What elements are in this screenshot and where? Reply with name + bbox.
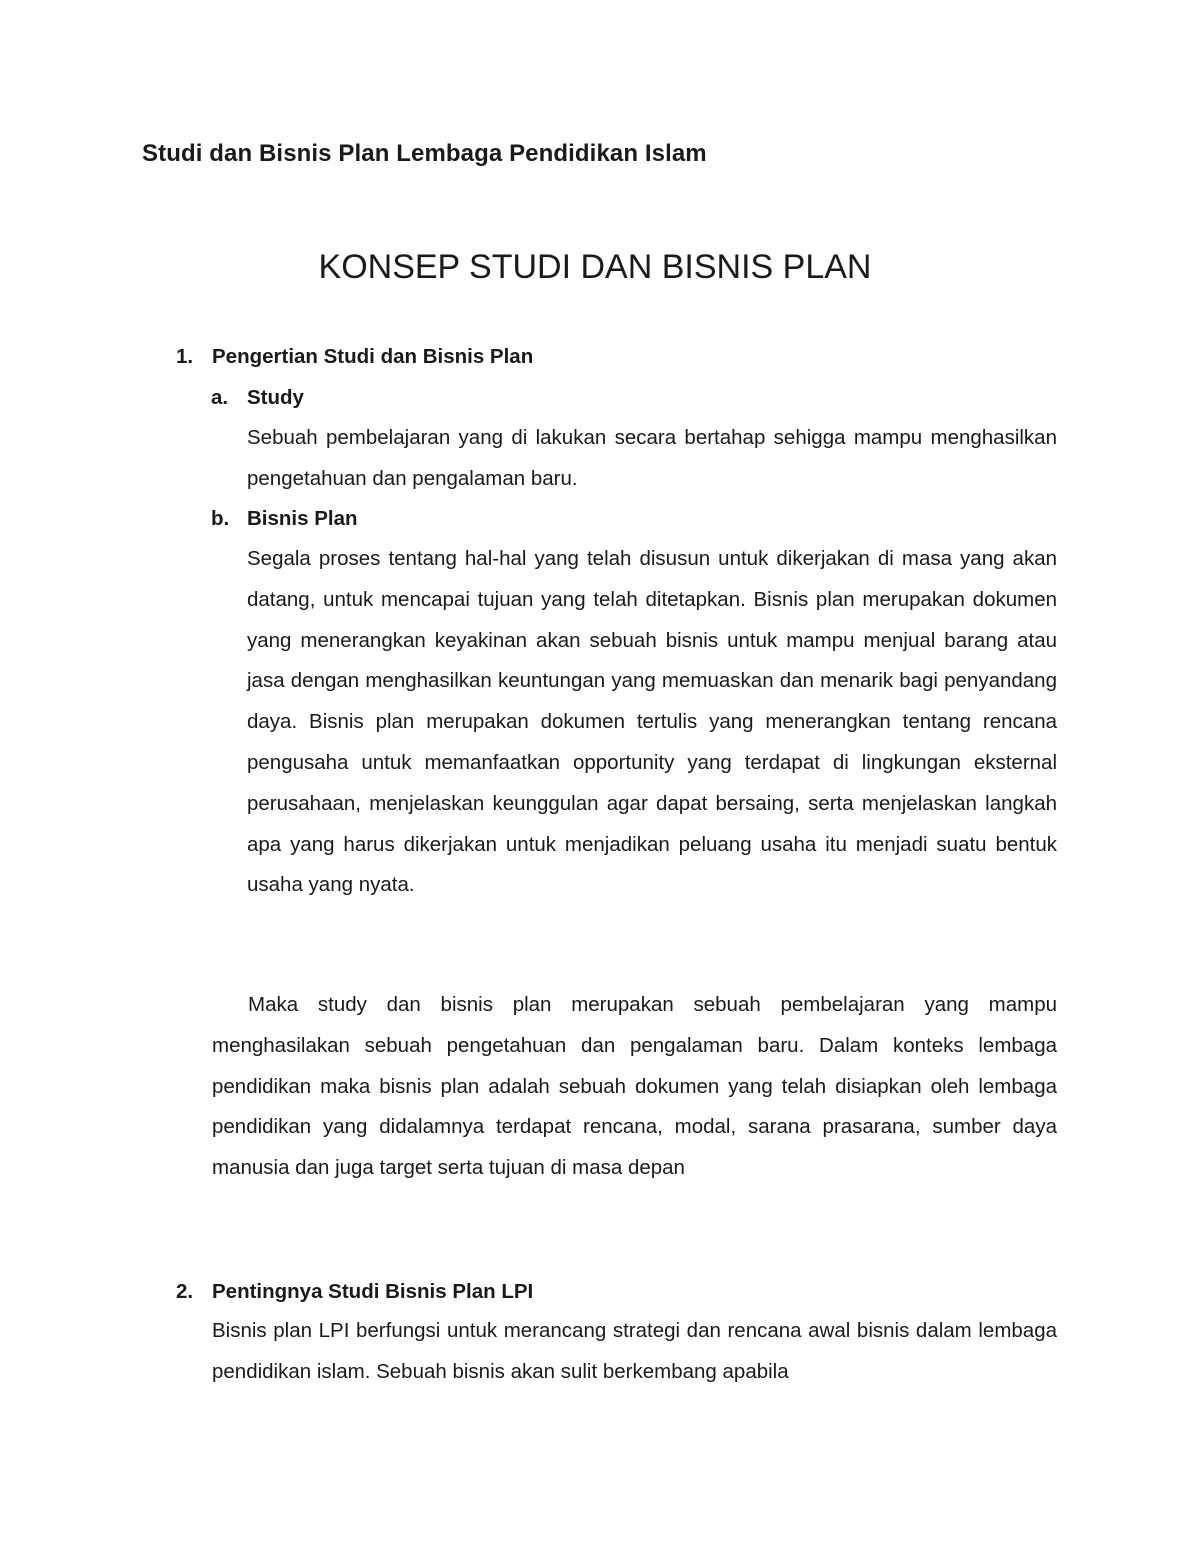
section-2-title: Pentingnya Studi Bisnis Plan LPI [212,1280,534,1303]
subsection-b-text: Segala proses tentang hal-hal yang telah disusun untuk dikerjakan di masa yang akan datang, untuk mencapai tujuan yang telah ditetapkan. Bisnis plan merupakan dokumen yang menerangkan keyakinan akan sebuah bisnis untuk mampu menjual barang atau jasa dengan menghasilkan keuntungan yang memuaskan dan menarik bagi penyandang daya. Bisnis plan merupakan dokumen tertulis yang menerangkan tentang rencana pengusaha untuk memanfaatkan opportunity yang terdapat di lingkungan eksternal perusahaan, menjelaskan keunggulan agar dapat bersaing, serta menjelaskan langkah apa yang harus dikerjakan untuk menjadikan peluang usaha itu menjadi suatu bentuk usaha yang nyata. [247,547,1057,897]
section-1-summary: Maka study dan bisnis plan merupakan sebuah pembelajaran yang mampu menghasilakan sebuah pengetahuan dan pengalaman baru. Dalam konteks lembaga pendidikan maka bisnis plan adalah sebuah dokumen yang telah disiapkan oleh lembaga pendidikan yang didalamnya terdapat rencana, modal, sarana prasarana, sumber daya manusia dan juga target serta tujuan di masa depan [212,993,1057,1180]
subsection-a-heading [211,386,611,412]
subsection-b-letter: b. [211,507,230,530]
subsection-a-text: Sebuah pembelajaran yang di lakukan secara bertahap sehigga mampu menghasilkan pengetahuan dan pengalaman baru. [247,426,1057,490]
section-2-heading [176,1280,876,1306]
section-2-number: 2. [176,1280,194,1303]
main-heading: KONSEP STUDI DAN BISNIS PLAN [318,248,872,286]
document-title: Studi dan Bisnis Plan Lembaga Pendidikan Islam [142,140,707,167]
section-1-number: 1. [176,345,194,368]
subsection-a-title: Study [247,386,304,409]
section-1-heading [176,345,876,371]
subsection-b-heading [211,507,611,533]
section-2-text: Bisnis plan LPI berfungsi untuk merancang strategi dan rencana awal bisnis dalam lembaga pendidikan islam. Sebuah bisnis akan sulit berkembang apabila [212,1319,1057,1383]
subsection-a-letter: a. [211,386,229,409]
subsection-b-title: Bisnis Plan [247,507,358,530]
section-1-title: Pengertian Studi dan Bisnis Plan [212,345,534,368]
